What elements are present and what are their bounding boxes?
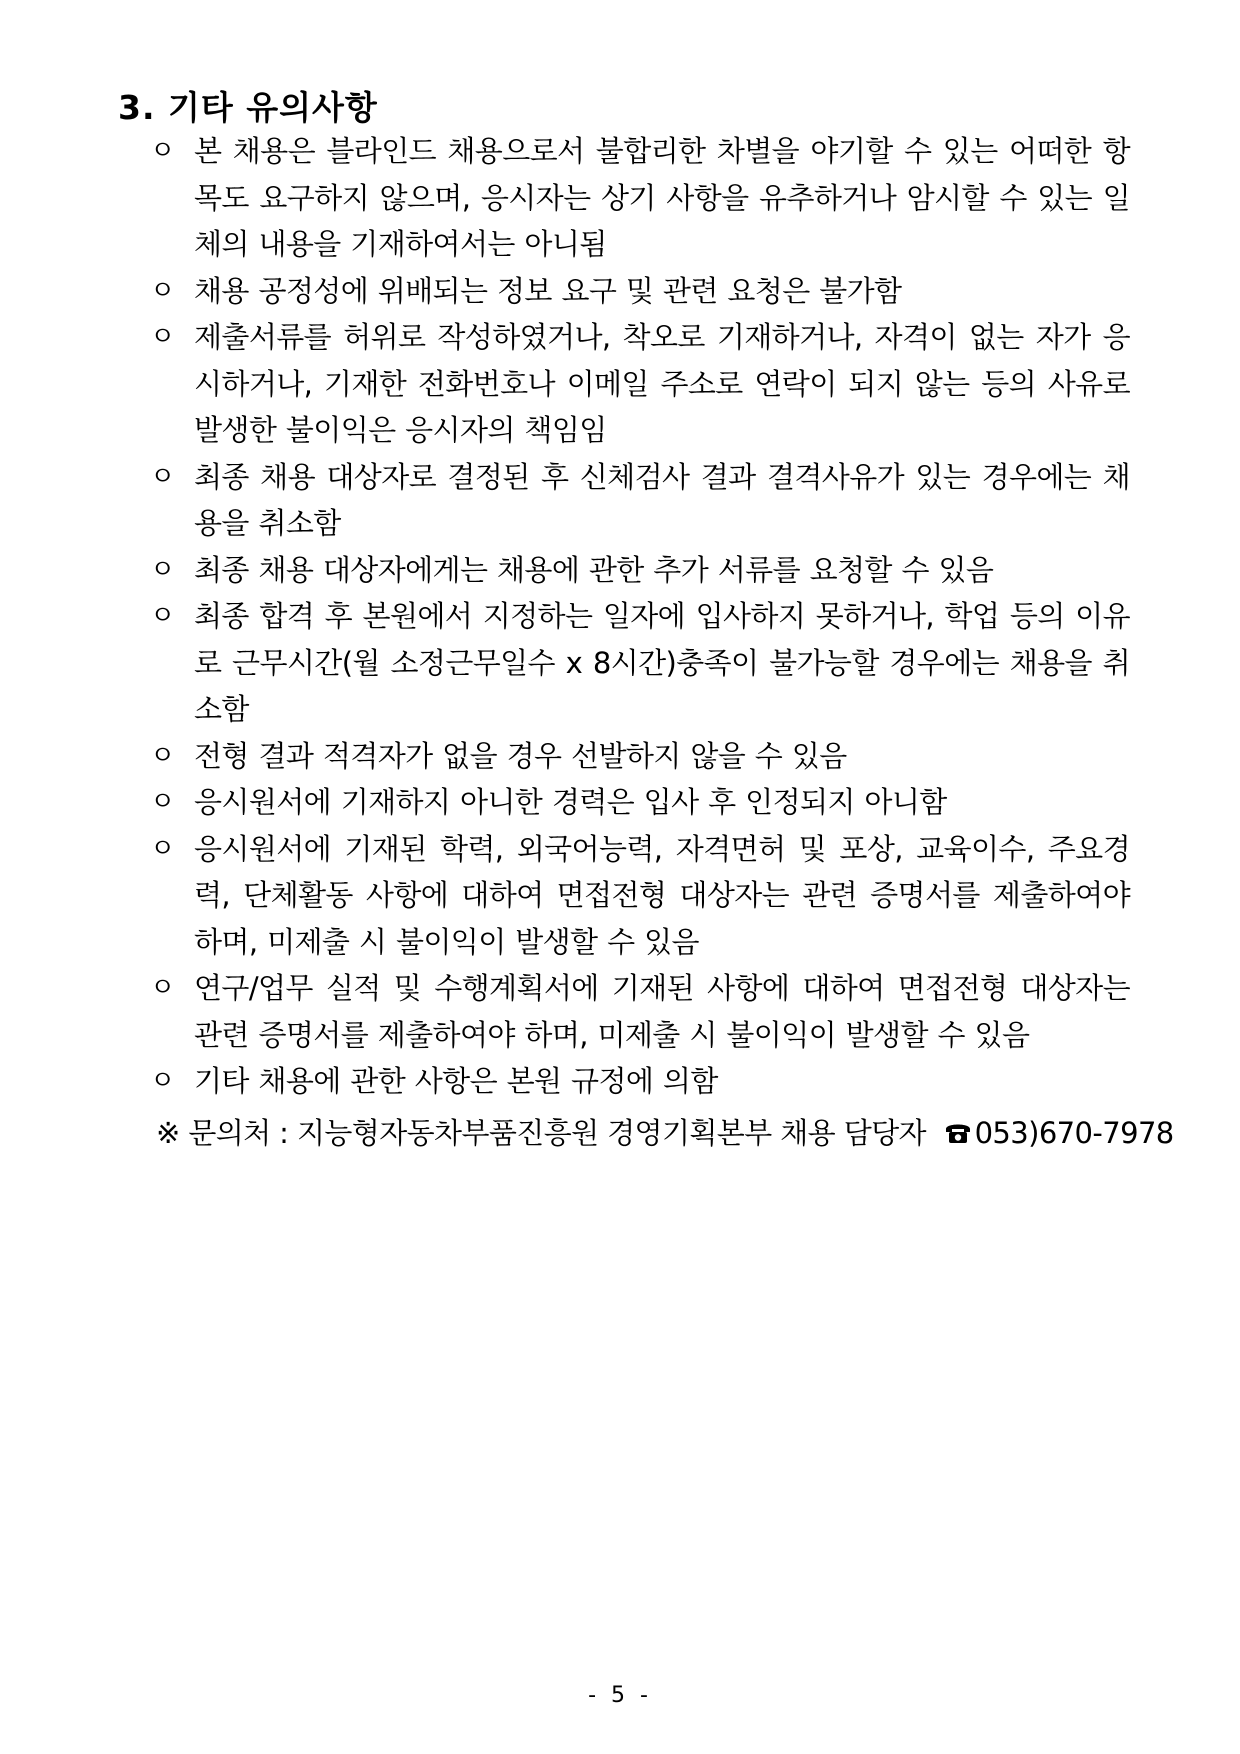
notice-text: 본 채용은 블라인드 채용으로서 불합리한 차별을 야기할 수 있는 어떠한 항목도 요구하지 않으며, 응시자는 상기 사항을 유추하거나 암시할 수 있는 일체의 내용을 기재하여서는 아니됨	[194, 134, 1130, 261]
notice-item	[150, 268, 1130, 315]
bullet-icon: ㅇ	[150, 322, 175, 352]
notice-text: 최종 합격 후 본원에서 지정하는 일자에 입사하지 못하거나, 학업 등의 이유로 근무시간(월 소정근무일수 x 8시간)충족이 불가능할 경우에는 채용을 취소함	[194, 599, 1130, 726]
bullet-icon: ㅇ	[150, 787, 175, 817]
notice-item	[150, 547, 1130, 594]
notice-text: 기타 채용에 관한 사항은 본원 규정에 의함	[194, 1064, 718, 1098]
bullet-icon: ㅇ	[150, 740, 175, 771]
contact-label: ※ 문의처 : 지능형자동차부품진흥원 경영기획본부 채용 담당자	[156, 1116, 926, 1150]
notice-item	[150, 314, 1130, 454]
notice-item	[150, 454, 1130, 547]
notice-item	[150, 779, 1130, 826]
notice-item	[150, 733, 1130, 780]
page-number: - 5 -	[588, 1683, 652, 1708]
notice-item	[150, 593, 1130, 733]
bullet-icon: ㅇ	[150, 973, 175, 1003]
bullet-icon: ㅇ	[150, 601, 175, 631]
contact-phone: 053)670-7978	[974, 1116, 1174, 1150]
notice-text: 응시원서에 기재하지 아니한 경력은 입사 후 인정되지 아니함	[194, 785, 947, 819]
notice-item	[150, 965, 1130, 1058]
notice-text: 최종 채용 대상자로 결정된 후 신체검사 결과 결격사유가 있는 경우에는 채용을 취소함	[194, 459, 1130, 540]
bullet-icon: ㅇ	[150, 275, 175, 306]
notice-text: 전형 결과 적격자가 없을 경우 선발하지 않을 수 있음	[194, 738, 847, 773]
notice-text: 응시원서에 기재된 학력, 외국어능력, 자격면허 및 포상, 교육이수, 주요경력, 단체활동 사항에 대하여 면접전형 대상자는 관련 증명서를 제출하여야 하며, 미제출 시 불이익이 발생할 수 있음	[194, 831, 1130, 959]
notice-text: 채용 공정성에 위배되는 정보 요구 및 관련 요청은 불가함	[194, 273, 902, 308]
notice-item	[150, 826, 1130, 966]
telephone-icon	[943, 1113, 973, 1159]
bullet-icon: ㅇ	[150, 1066, 175, 1096]
notice-text: 제출서류를 허위로 작성하였거나, 착오로 기재하거나, 자격이 없는 자가 응시하거나, 기재한 전화번호나 이메일 주소로 연락이 되지 않는 등의 사유로 발생한 불이익은 응시자의 책임임	[194, 320, 1130, 447]
section-heading: 3. 기타 유의사항	[118, 88, 378, 127]
notice-item	[150, 128, 1130, 268]
contact-line	[156, 1110, 1174, 1159]
bullet-icon: ㅇ	[150, 461, 175, 492]
notice-list	[150, 128, 1130, 1105]
notice-text: 연구/업무 실적 및 수행계획서에 기재된 사항에 대하여 면접전형 대상자는 관련 증명서를 제출하여야 하며, 미제출 시 불이익이 발생할 수 있음	[194, 971, 1130, 1052]
bullet-icon: ㅇ	[150, 136, 175, 166]
notice-text: 최종 채용 대상자에게는 채용에 관한 추가 서류를 요청할 수 있음	[194, 552, 994, 587]
notice-item	[150, 1058, 1130, 1105]
bullet-icon: ㅇ	[150, 554, 175, 585]
bullet-icon: ㅇ	[150, 833, 175, 864]
